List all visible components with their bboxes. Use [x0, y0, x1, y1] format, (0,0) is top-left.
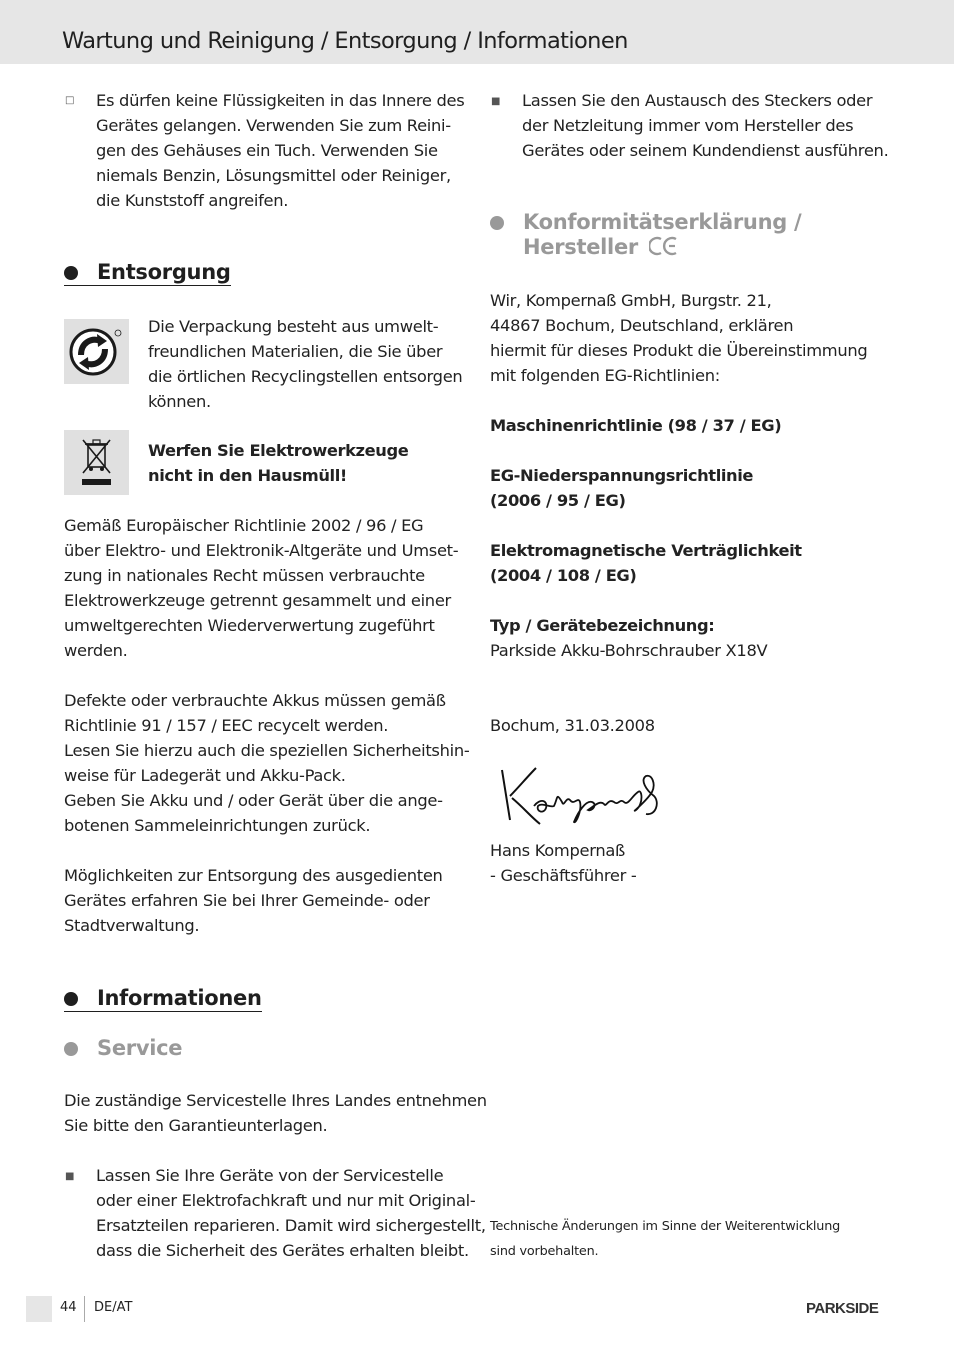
type-label: Typ / Gerätebezeichnung: [490, 616, 715, 635]
maintenance-paragraph: Es dürfen keine Flüssigkeiten in das Innere des Gerätes gelangen. Verwenden Sie zum Reini- gen des Gehäuses ein Tuch. Verwenden Sie niemals Benzin, Lösungsmittel oder Reiniger, die Kunststoff angreifen. [96, 91, 465, 210]
service-heading: Service [97, 1036, 183, 1060]
type-value: Parkside Akku-Bohrschrauber X18V [490, 641, 768, 660]
packaging-paragraph: Die Verpackung besteht aus umwelt- freundlichen Materialien, die Sie über die örtlichen Recyclingstellen entsorgen können. [148, 317, 463, 411]
brand-logo: PARKSIDE [806, 1300, 879, 1317]
page-title: Wartung und Reinigung / Entsorgung / Informationen [62, 28, 628, 54]
entsorgung-heading: Entsorgung [64, 260, 231, 286]
page-number: 44 [60, 1300, 77, 1315]
weee-directive-paragraph: Gemäß Europäischer Richtlinie 2002 / 96 / EG über Elektro- und Elektronik-Altgeräte und Umset- zung in nationales Recht müssen verbrauchte Elektrowerkzeuge getrennt gesammelt und einer umweltgerechten Wiederverwertung zugeführt werden. [64, 516, 459, 660]
informationen-heading: Informationen [64, 986, 262, 1012]
disposal-paragraph: Möglichkeiten zur Entsorgung des ausgedienten Gerätes erfahren Sie bei Ihrer Gemeinde- oder Stadtverwaltung. [64, 866, 443, 935]
footer-marker [26, 1296, 52, 1322]
subheading-bullet-dot [64, 1042, 78, 1056]
bullet-hollow: □ [65, 95, 75, 106]
service-paragraph: Die zuständige Servicestelle Ihres Landes entnehmen Sie bitte den Garantieunterlagen. [64, 1091, 487, 1135]
plug-paragraph: Lassen Sie den Austausch des Steckers oder der Netzleitung immer vom Hersteller des Gerätes oder seinem Kundendienst ausführen. [522, 91, 889, 160]
subheading-bullet-dot [490, 216, 504, 230]
bullet-filled: ■ [65, 1171, 75, 1182]
declaration-paragraph: Wir, Kompernaß GmbH, Burgstr. 21, 44867 Bochum, Deutschland, erklären hiermit für dieses Produkt die Übereinstimmung mit folgenden EG-Richtlinien: [490, 291, 868, 385]
directive-low-voltage: EG-Niederspannungsrichtlinie (2006 / 95 / EG) [490, 466, 754, 510]
directive-emc: Elektromagnetische Verträglichkeit (2004 / 108 / EG) [490, 541, 802, 585]
language-code: DE/AT [94, 1300, 133, 1315]
signature [496, 762, 666, 828]
technical-note: Technische Änderungen im Sinne der Weiterentwicklung sind vorbehalten. [490, 1219, 841, 1259]
repair-paragraph: Lassen Sie Ihre Geräte von der Servicestelle oder einer Elektrofachkraft und nur mit Original- Ersatzteilen reparieren. Damit wird sichergestellt, dass die Sicherheit des Gerätes erhalten bleibt. [96, 1166, 486, 1260]
directive-machinery: Maschinenrichtlinie (98 / 37 / EG) [490, 416, 782, 435]
place-date: Bochum, 31.03.2008 [490, 716, 655, 735]
konformitaet-heading: Konformitätserklärung / Hersteller [523, 210, 801, 263]
signatory: Hans Kompernaß - Geschäftsführer - [490, 841, 637, 885]
weee-warning: Werfen Sie Elektrowerkzeuge nicht in den Hausmüll! [148, 441, 409, 485]
bullet-filled: ■ [491, 96, 501, 107]
battery-paragraph: Defekte oder verbrauchte Akkus müssen gemäß Richtlinie 91 / 157 / EEC recycelt werden. Lesen Sie hierzu auch die speziellen Sicherheitshin- weise für Ladegerät und Akku-Pack. Geben Sie Akku und / oder Gerät über die ange- botenen Sammeleinrichtungen zurück. [64, 691, 470, 835]
recycling-icon [64, 319, 129, 384]
footer-divider [84, 1296, 85, 1322]
ce-mark-icon [649, 235, 679, 263]
weee-bin-icon [64, 430, 129, 495]
